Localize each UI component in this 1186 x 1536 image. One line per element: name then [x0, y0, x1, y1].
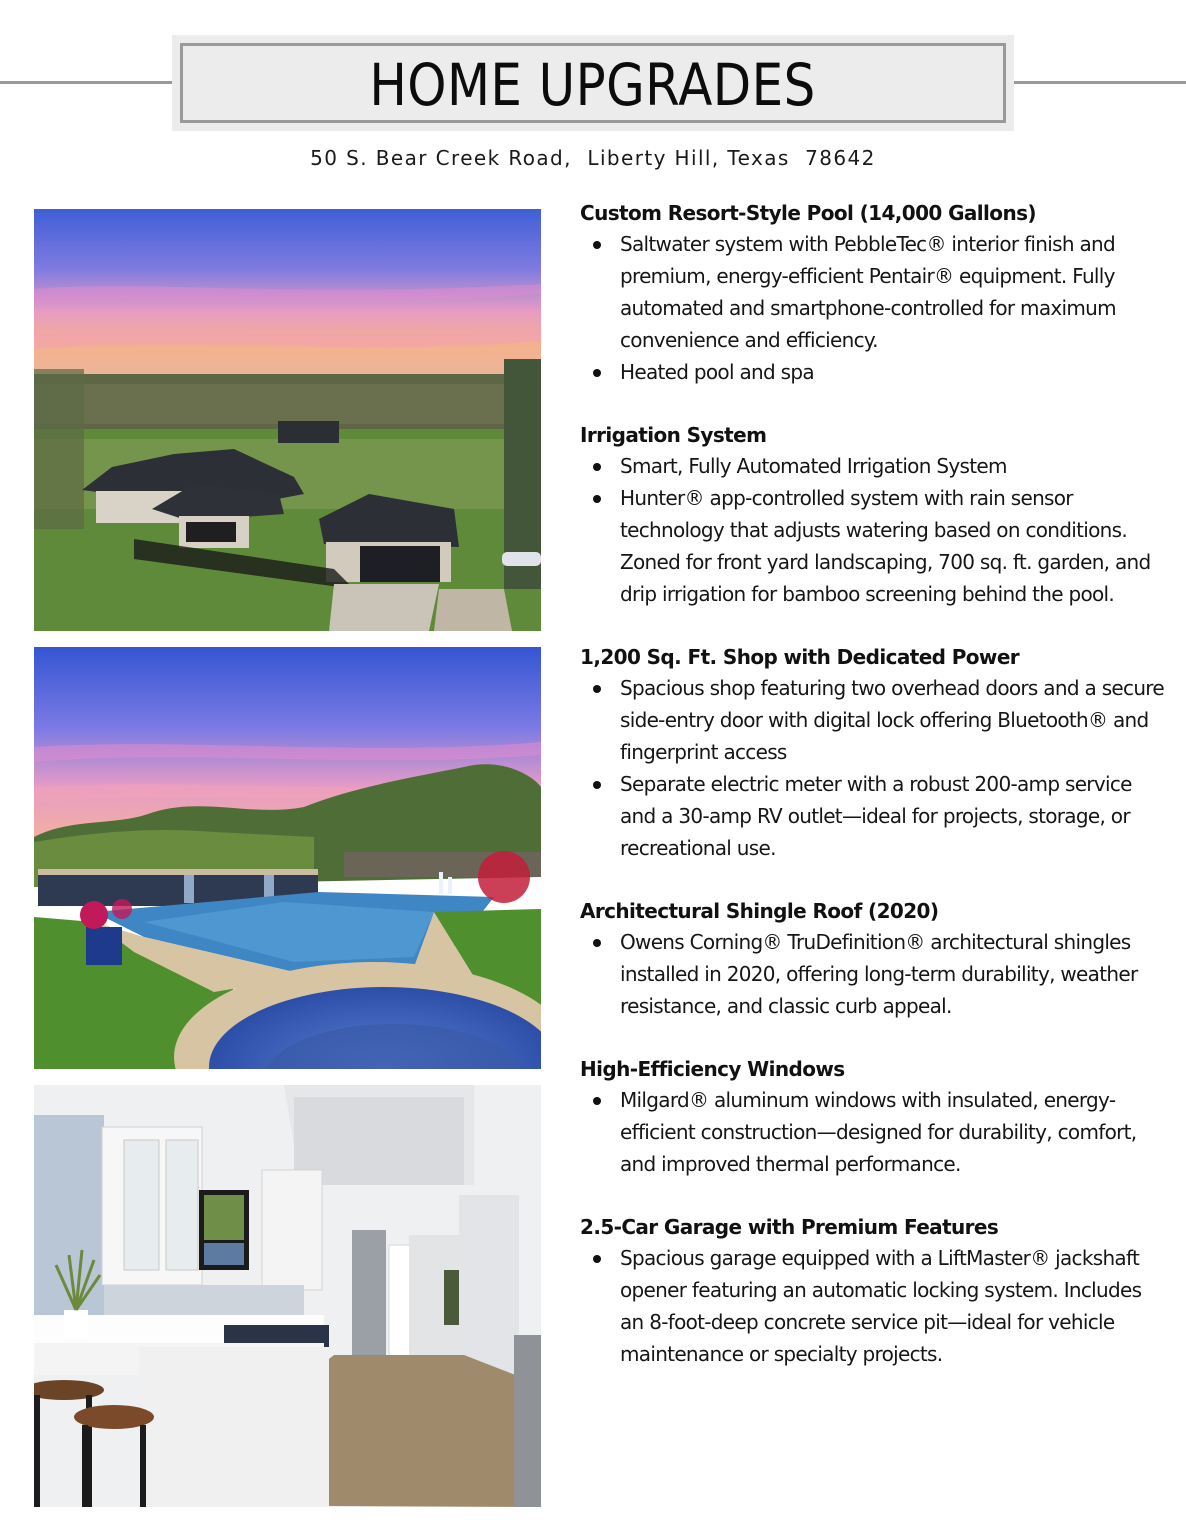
- page-title: HOME UPGRADES: [369, 51, 817, 119]
- title-frame: [180, 43, 1006, 123]
- bullet-list: [580, 672, 1170, 864]
- bullet-icon: [593, 369, 601, 377]
- section-windows: [580, 1054, 1170, 1180]
- photo-aerial-home: [34, 209, 541, 631]
- section-garage: [580, 1212, 1170, 1370]
- bullet-list: [580, 1242, 1170, 1370]
- bullet-item: Separate electric meter with a robust 200-amp service and a 30-amp RV outlet—ideal for projects, storage, or recreational use.: [580, 768, 1170, 864]
- bullet-list: [580, 228, 1170, 388]
- title-banner: [172, 35, 1014, 131]
- bullet-item: Spacious garage equipped with a LiftMaster® jackshaft opener featuring an automatic locking system. Includes an 8-foot-deep concrete service pit—ideal for vehicle maintenance or specialty projects.: [580, 1242, 1170, 1370]
- section-pool: [580, 198, 1170, 388]
- bullet-icon: [593, 685, 601, 693]
- bullet-item: Smart, Fully Automated Irrigation System: [580, 450, 1170, 482]
- bullet-icon: [593, 463, 601, 471]
- photo-pool-spa: [34, 647, 541, 1069]
- bullet-list: [580, 450, 1170, 610]
- bullet-item: Spacious shop featuring two overhead doors and a secure side-entry door with digital lock offering Bluetooth® and fingerprint access: [580, 672, 1170, 768]
- bullet-icon: [593, 781, 601, 789]
- bullet-list: [580, 1084, 1170, 1180]
- section-shop: [580, 642, 1170, 864]
- bullet-icon: [593, 1255, 601, 1263]
- section-title: Architectural Shingle Roof (2020): [580, 899, 939, 923]
- bullet-item: Saltwater system with PebbleTec® interior finish and premium, energy-efficient Pentair® equipment. Fully automated and smartphone-controlled for maximum convenience and efficiency.: [580, 228, 1170, 356]
- bullet-icon: [593, 495, 601, 503]
- section-title: 1,200 Sq. Ft. Shop with Dedicated Power: [580, 645, 1020, 669]
- bullet-icon: [593, 939, 601, 947]
- bullet-item: Owens Corning® TruDefinition® architectural shingles installed in 2020, offering long-term durability, weather resistance, and classic curb appeal.: [580, 926, 1170, 1022]
- header-rule-right: [1014, 81, 1186, 84]
- bullet-item: Milgard® aluminum windows with insulated, energy-efficient construction—designed for durability, comfort, and improved thermal performance.: [580, 1084, 1170, 1180]
- section-roof: [580, 896, 1170, 1022]
- property-address: 50 S. Bear Creek Road, Liberty Hill, Texas 78642: [310, 146, 876, 170]
- aerial-home-image: [34, 209, 541, 631]
- kitchen-image: [34, 1085, 541, 1507]
- section-title: 2.5-Car Garage with Premium Features: [580, 1215, 999, 1239]
- bullet-list: [580, 926, 1170, 1022]
- section-title: Irrigation System: [580, 423, 767, 447]
- bullet-icon: [593, 241, 601, 249]
- pool-image: [34, 647, 541, 1069]
- bullet-icon: [593, 1097, 601, 1105]
- section-irrigation: [580, 420, 1170, 610]
- photo-kitchen: [34, 1085, 541, 1507]
- section-title: High-Efficiency Windows: [580, 1057, 845, 1081]
- bullet-item: Heated pool and spa: [580, 356, 1170, 388]
- section-title: Custom Resort-Style Pool (14,000 Gallons): [580, 201, 1036, 225]
- bullet-item: Hunter® app-controlled system with rain sensor technology that adjusts watering based on conditions. Zoned for front yard landscaping, 700 sq. ft. garden, and drip irrigation for bamboo screening behind the pool.: [580, 482, 1170, 610]
- upgrade-features: [580, 198, 1170, 1402]
- header-rule-left: [0, 81, 172, 84]
